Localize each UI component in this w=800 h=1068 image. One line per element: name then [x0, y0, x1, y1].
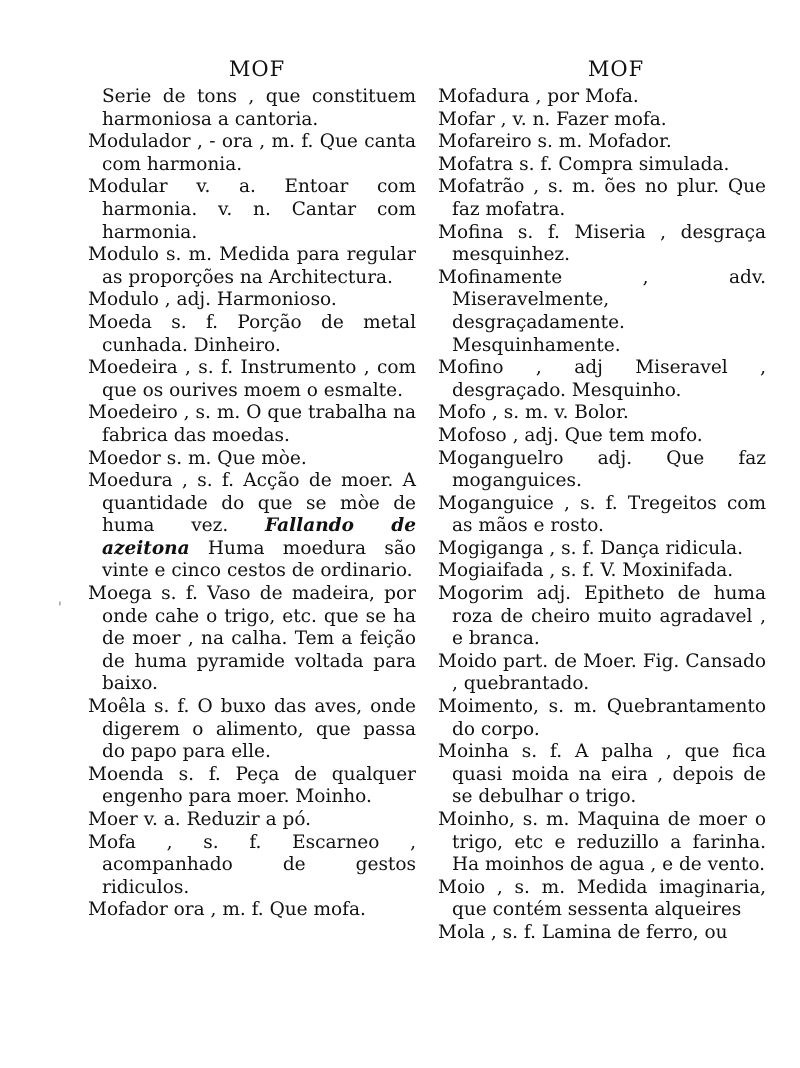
dictionary-entry: [86, 583, 416, 696]
entry-headword: Modulo: [88, 244, 159, 266]
dictionary-entry: [86, 244, 416, 289]
entry-definition: s. f. A palha , que fica quasi moida na eira , depois de se debulhar o trigo.: [452, 741, 766, 808]
dictionary-entry: [436, 222, 766, 267]
dictionary-entry: [86, 402, 416, 447]
entry-definition: s. f. Lamina de ferro, ou: [496, 921, 728, 943]
entry-definition: adj. Epitheto de huma roza de cheiro muito agradavel , e branca.: [452, 583, 766, 650]
entry-definition: s. m. Quebrantamento do corpo.: [452, 696, 766, 740]
dictionary-entry: [86, 470, 416, 583]
right-entries: [436, 86, 766, 945]
entry-definition: v. a. Reduzir a pó.: [137, 809, 312, 830]
entry-headword: Mofatra: [438, 153, 514, 175]
dictionary-entry: [86, 312, 416, 357]
margin-mark: ': [58, 600, 62, 616]
entry-headword: Mofoso ,: [438, 424, 519, 446]
entry-definition: s. f. Miseria , desgraça mesquinhez.: [452, 221, 766, 266]
entry-headword: Mogorim: [438, 583, 524, 605]
dictionary-entry: [436, 267, 766, 357]
entry-headword: Moedor: [88, 447, 161, 469]
entry-headword: Moinha: [438, 741, 509, 763]
entry-definition: v. n. Fazer mofa.: [506, 108, 667, 130]
dictionary-entry: [436, 538, 766, 561]
entry-definition: s. f. Escarneo , acompanhado de gestos ridiculos.: [102, 831, 416, 898]
dictionary-entry: [436, 922, 766, 945]
entry-headword: Mogiaifada ,: [438, 560, 556, 582]
entry-headword: Mogiganga ,: [438, 537, 556, 559]
dictionary-entry: [436, 741, 766, 809]
dictionary-entry: [436, 809, 766, 877]
entry-headword: Moimento,: [438, 696, 539, 718]
entry-headword: Moêla: [88, 696, 146, 718]
entry-definition: Harmonioso.: [211, 289, 337, 311]
dictionary-entry: [86, 289, 416, 312]
entry-headword: Mofar ,: [438, 108, 507, 130]
entry-headword: Mofinamente ,: [438, 266, 649, 288]
entry-definition: s. f. Acção de moer. A quantidade do que se mòe de huma vez.: [102, 470, 417, 537]
entry-definition: s. f. O buxo das aves, onde digerem o alimento, que passa do papo para elle.: [102, 696, 416, 763]
entry-headword: Moido: [438, 650, 497, 672]
entry-headword: Mofadura ,: [438, 86, 542, 107]
entry-definition: s. f. Peça de qualquer engenho para moer. Moinho.: [102, 763, 416, 808]
entry-headword: Mofatrão ,: [438, 176, 540, 198]
entry-definition: s. m. Medida imaginaria, que contém sessenta alqueires: [452, 876, 766, 921]
dictionary-entry: [436, 86, 766, 109]
entry-definition: part. de Moer. Fig. Cansado , quebrantado.: [452, 650, 766, 695]
dictionary-entry: [86, 764, 416, 809]
entry-headword: Moedura ,: [88, 470, 188, 492]
entry-definition: adj. Que faz moganguices.: [452, 447, 766, 492]
entry-definition: adj Miseravel , desgraçado. Mesquinho.: [452, 357, 767, 401]
dictionary-entry: [436, 877, 766, 922]
left-column: [86, 58, 416, 922]
right-column: [436, 58, 766, 945]
entry-definition: v. a. Entoar com harmonia. v. n. Cantar com harmonia.: [102, 176, 416, 243]
left-entries: [86, 86, 416, 922]
entry-headword: Mola ,: [438, 921, 497, 943]
entry-headword: Mofino ,: [438, 357, 542, 379]
dictionary-entry: [436, 131, 766, 154]
dictionary-entry: [86, 832, 416, 900]
entry-headword: Moganguice ,: [438, 492, 570, 514]
entry-headword: Mofina: [438, 221, 504, 243]
dictionary-entry: [86, 696, 416, 764]
entry-definition: adj. Que tem mofo.: [518, 424, 703, 446]
dictionary-entry: [436, 425, 766, 448]
entry-headword: Mofador: [88, 899, 168, 921]
dictionary-entry: [86, 809, 416, 832]
entry-headword: Moganguelro: [438, 447, 564, 469]
dictionary-entry: [436, 357, 766, 402]
entry-headword: Moega: [88, 583, 152, 605]
left-running-head: MOF: [228, 57, 286, 81]
dictionary-entry: [436, 651, 766, 696]
entry-headword: Moenda: [88, 763, 164, 785]
dictionary-entry: [86, 357, 416, 402]
entry-headword: Moer: [88, 809, 138, 830]
dictionary-entry: [86, 448, 416, 471]
dictionary-entry: [436, 402, 766, 425]
right-running-head: MOF: [587, 57, 645, 81]
entry-definition: s. m. ões no plur. Que faz mofatra.: [452, 176, 766, 220]
entry-definition: por Mofa.: [541, 86, 639, 107]
dictionary-entry: [86, 899, 416, 922]
dictionary-entry: [436, 560, 766, 583]
entry-headword: Mofo ,: [438, 402, 498, 424]
entry-headword: Modulo , adj.: [88, 289, 212, 311]
entry-headword: Moio ,: [438, 876, 503, 898]
entry-definition: s. f. Porção de metal cunhada. Dinheiro.: [102, 311, 416, 356]
dictionary-entry: [436, 583, 766, 651]
dictionary-entry: [436, 448, 766, 493]
entry-definition: s. f. V. Moxinifada.: [555, 560, 734, 582]
entry-definition: ora , m. f. Que mofa.: [167, 899, 366, 921]
entry-definition: s. f. Tregeitos com as mãos e rosto.: [452, 492, 766, 537]
entry-headword: Modulador , - ora , m. f.: [88, 131, 314, 153]
entry-definition: s. m. O que trabalha na fabrica das moedas.: [102, 402, 416, 446]
entry-definition: s. f. Vaso de madeira, por onde cahe o trigo, etc. que se ha de moer , na calha. Tem a feição de huma pyramide voltada para baixo.: [102, 583, 416, 695]
dictionary-entry: [436, 154, 766, 177]
dictionary-entry: [86, 176, 416, 244]
entry-definition: Que canta com harmonia.: [102, 131, 416, 175]
dictionary-entry: [436, 176, 766, 221]
dictionary-entry: [436, 493, 766, 538]
entry-headword: Modular: [88, 176, 168, 198]
entry-headword: Moinho,: [438, 809, 515, 830]
dictionary-entry: [86, 131, 416, 176]
entry-definition: Serie de tons , que constituem harmoniosa a cantoria.: [102, 86, 416, 130]
entry-definition: s. f. Compra simulada.: [513, 153, 730, 175]
entry-headword: Moedeiro ,: [88, 402, 190, 424]
entry-definition-tail: Huma moedura são vinte e cinco cestos de ordinario.: [102, 537, 416, 582]
entry-headword: Mofareiro: [438, 131, 532, 153]
dictionary-entry: [86, 86, 416, 131]
entry-definition: s. f. Dança ridicula.: [555, 537, 744, 559]
entry-headword: Mofa ,: [88, 831, 173, 853]
entry-definition: s. m. v. Bolor.: [497, 402, 629, 424]
entry-definition: s. m. Que mòe.: [160, 447, 307, 469]
entry-definition: s. m. Mofador.: [531, 131, 672, 153]
entry-headword: Moeda: [88, 311, 152, 333]
entry-headword: Moedeira ,: [88, 357, 191, 379]
entry-definition: s. m. Maquina de moer o trigo, etc e reduzillo a farinha. Ha moinhos de agua , e de vento.: [452, 809, 766, 876]
entry-definition: adv. Miseravelmente, desgraçadamente. Mesquinhamente.: [452, 266, 766, 356]
entry-definition: s. f. Instrumento , com que os ourives moem o esmalte.: [102, 357, 417, 401]
entry-definition: s. m. Medida para regular as proporções na Architectura.: [102, 244, 416, 288]
dictionary-entry: [436, 696, 766, 741]
dictionary-entry: [436, 109, 766, 132]
entry-italic-phrase: Fallando de azeitona: [102, 515, 416, 559]
